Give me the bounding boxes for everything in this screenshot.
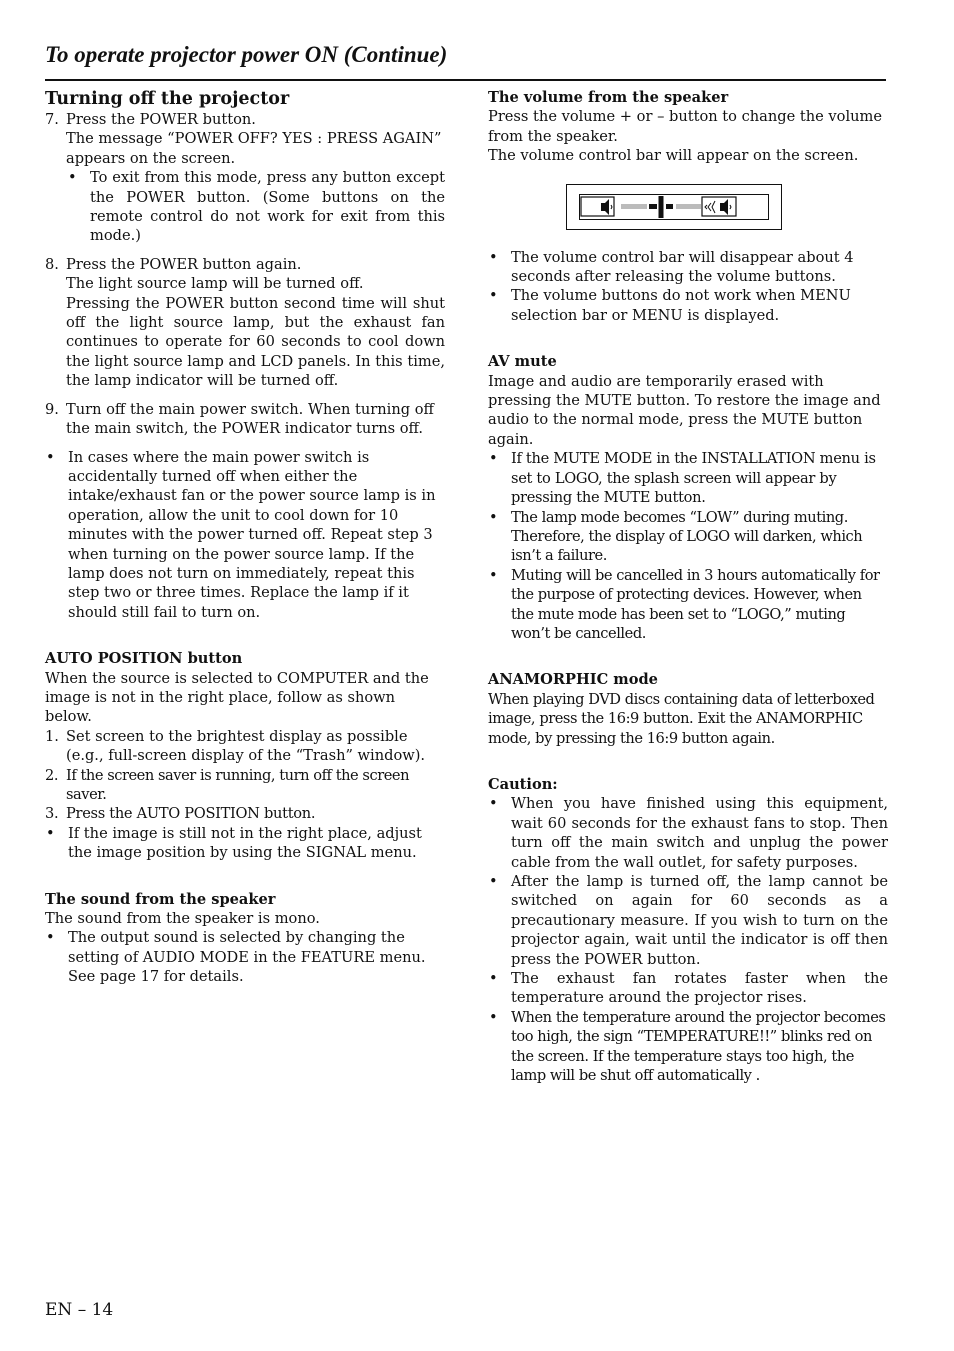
step-text: Set screen to the brightest display as possible (e.g., full-screen display of the “Trash” window). [66, 727, 426, 765]
bullet-dot: • [489, 1008, 498, 1026]
volume-text: Press the volume + or – button to change the volume from the speaker. [488, 108, 882, 145]
bullet-dot: • [489, 287, 498, 305]
volume-bullet-1 [488, 248, 888, 287]
speaker-high-icon [702, 197, 736, 216]
auto-position-heading: AUTO POSITION button [45, 650, 243, 668]
step-9 [45, 400, 445, 439]
volume-text: The volume control bar will appear on the screen. [488, 147, 859, 165]
step-number: 8. [45, 255, 59, 273]
caution-bullet-1 [488, 794, 888, 872]
bullet-text: The exhaust fan rotates faster when the temperature around the projector rises. [511, 970, 888, 1007]
anamorphic-text: When playing DVD discs containing data of letterboxed image, press the 16:9 button. Exit the ANAMORPHIC mode, by pressing the 16:9 button again. [488, 690, 875, 747]
av-mute-intro: Image and audio are temporarily erased with pressing the MUTE button. To restore the image and audio to the normal mode, press the MUTE button again. [488, 372, 881, 448]
bullet-text: Muting will be cancelled in 3 hours automatically for the purpose of protecting devices. However, when the mute mode has been set to “LOGO,” muting won’t be cancelled. [511, 566, 880, 642]
sound-bullet [45, 928, 445, 986]
bullet-text: When you have finished using this equipment, wait 60 seconds for the exhaust fans to stop. Then turn off the main switch and unplug the power cable from the wall outlet, for safety purposes. [511, 795, 888, 871]
step-text: Pressing the POWER button second time will shut off the light source lamp, but the exhaust fan continues to operate for 60 seconds to cool down the light source lamp and LCD panels. In this time, the lamp indicator will be turned off. [66, 294, 445, 390]
step-text: The light source lamp will be turned off. [66, 275, 364, 293]
step-7-bullet [66, 168, 445, 246]
caution-heading: Caution: [488, 775, 558, 793]
bullet-dot: • [68, 169, 77, 187]
volume-bullet-2 [488, 286, 888, 325]
av-mute-bullet-3 [488, 566, 888, 644]
volume-level-indicator [659, 196, 664, 218]
step-number: 2. [45, 766, 59, 784]
bullet-text: If the MUTE MODE in the INSTALLATION menu is set to LOGO, the splash screen will appear by pressing the MUTE button. [511, 450, 876, 507]
step-number: 3. [45, 805, 59, 823]
caution-bullet-4 [488, 1008, 888, 1086]
step-text: Press the POWER button. [66, 111, 256, 128]
auto-step-2 [45, 766, 445, 805]
auto-position-intro: When the source is selected to COMPUTER and the image is not in the right place, follow as shown below. [45, 669, 429, 726]
step-text: The message “POWER OFF? YES : PRESS AGAIN” appears on the screen. [66, 130, 442, 167]
bullet-dot: • [46, 929, 55, 947]
page-number: EN – 14 [45, 1300, 114, 1320]
turning-off-heading: Turning off the projector [45, 89, 290, 109]
right-column [488, 88, 888, 1085]
step-text: Press the AUTO POSITION button. [66, 805, 316, 823]
bullet-text: The volume control bar will disappear about 4 seconds after releasing the volume buttons. [511, 248, 854, 286]
volume-track-dark [649, 204, 657, 209]
bullet-dot: • [489, 873, 498, 890]
volume-bar-frame [579, 194, 769, 220]
bullet-text: After the lamp is turned off, the lamp cannot be switched on again for 60 seconds as a precautionary measure. If you wish to turn on the projector again, wait until the indicator is off then press the POWER button. [511, 873, 888, 968]
bullet-dot: • [489, 450, 498, 468]
bullet-text: If the image is still not in the right place, adjust the image position by using the SIGNAL menu. [68, 824, 422, 862]
step-number: 9. [45, 400, 59, 418]
av-mute-bullet-2 [488, 508, 888, 566]
bullet-text: When the temperature around the projector becomes too high, the sign “TEMPERATURE!!” blinks red on the screen. If the temperature stays too high, the lamp will be shut off automatically . [511, 1008, 886, 1085]
title-rule [45, 79, 886, 81]
left-column [45, 88, 445, 987]
step-text: Press the POWER button again. [66, 255, 302, 273]
caution-bullet-2 [488, 872, 888, 969]
step-7 [45, 110, 445, 168]
auto-step-3 [45, 804, 445, 823]
bullet-text: The volume buttons do not work when MENU selection bar or MENU is displayed. [511, 287, 851, 324]
step-number: 1. [45, 727, 59, 745]
bullet-dot: • [46, 448, 55, 466]
sound-intro: The sound from the speaker is mono. [45, 910, 320, 928]
bullet-text: The lamp mode becomes “LOW” during muting. Therefore, the display of LOGO will darken, which isn’t a failure. [511, 508, 863, 565]
bullet-text: To exit from this mode, press any button except the POWER button. (Some buttons on the remote control do not work for exit from this mode.) [90, 169, 445, 245]
volume-track-dark [666, 204, 673, 209]
step-text: Turn off the main power switch. When turning off the main switch, the POWER indicator turns off. [66, 400, 434, 438]
bullet-text: The output sound is selected by changing the setting of AUDIO MODE in the FEATURE menu. See page 17 for details. [68, 929, 426, 986]
bullet-dot: • [489, 508, 498, 526]
bullet-dot: • [46, 824, 55, 842]
volume-bar [580, 195, 768, 219]
av-mute-heading: AV mute [488, 353, 557, 371]
speaker-low-icon [581, 197, 614, 216]
caution-bullet-3 [488, 969, 888, 1008]
auto-position-bullet [45, 824, 445, 863]
page-title: To operate projector power ON (Continue) [45, 42, 448, 67]
auto-step-1 [45, 727, 445, 766]
bullet-dot: • [489, 970, 498, 988]
step-8 [45, 255, 445, 391]
volume-track-left [621, 204, 647, 209]
volume-track-right [676, 204, 701, 209]
anamorphic-heading: ANAMORPHIC mode [488, 671, 658, 689]
bullet-dot: • [489, 566, 498, 584]
step-text: If the screen saver is running, turn off the screen saver. [66, 766, 410, 803]
sound-heading: The sound from the speaker [45, 890, 276, 908]
volume-bar-figure [566, 184, 782, 230]
bullet-dot: • [489, 248, 498, 266]
av-mute-bullet-1 [488, 449, 888, 507]
bullet-text: In cases where the main power switch is accidentally turned off when either the intake/exhaust fan or the power source lamp is in operation, allow the unit to cool down for 10 minutes with the power turned off. Repeat step 3 when turning on the power source lamp. If the lamp does not turn on immediately, repeat this step two or three times. Replace the lamp if it should still fail to turn on. [68, 448, 436, 621]
volume-heading: The volume from the speaker [488, 89, 729, 106]
step-number: 7. [45, 111, 59, 128]
bullet-dot: • [489, 795, 498, 813]
power-switch-bullet [45, 448, 445, 623]
